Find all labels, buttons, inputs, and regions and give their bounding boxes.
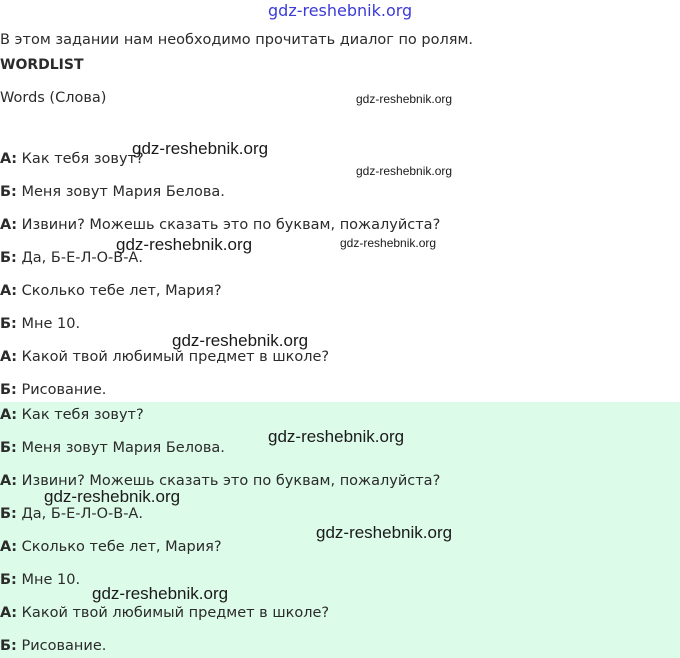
watermark: gdz-reshebnik.org bbox=[356, 164, 453, 178]
speaker-label: А: bbox=[0, 217, 18, 233]
speaker-label: А: bbox=[0, 407, 18, 423]
dialogue-line bbox=[0, 406, 144, 424]
speaker-label: А: bbox=[0, 473, 18, 489]
dialogue-line bbox=[0, 571, 80, 589]
dialogue-text: Мне 10. bbox=[16, 572, 81, 588]
speaker-label: Б: bbox=[0, 382, 17, 398]
dialogue-text: Извини? Можешь сказать это по буквам, пожалуйста? bbox=[17, 217, 441, 233]
dialogue-text: Да, Б-Е-Л-О-В-А. bbox=[16, 250, 143, 266]
dialogue-line bbox=[0, 505, 143, 523]
dialogue-text: Рисование. bbox=[16, 638, 107, 654]
watermark: gdz-reshebnik.org bbox=[340, 236, 437, 250]
speaker-label: Б: bbox=[0, 440, 17, 456]
speaker-label: А: bbox=[0, 151, 18, 167]
top-watermark: gdz-reshebnik.org bbox=[268, 1, 413, 20]
speaker-label: Б: bbox=[0, 316, 17, 332]
dialogue-text: Сколько тебе лет, Мария? bbox=[17, 283, 222, 299]
speaker-label: А: bbox=[0, 539, 18, 555]
dialogue-line bbox=[0, 538, 222, 556]
dialogue-text: Извини? Можешь сказать это по буквам, пожалуйста? bbox=[17, 473, 441, 489]
speaker-label: Б: bbox=[0, 250, 17, 266]
dialogue-line bbox=[0, 183, 225, 201]
dialogue-line bbox=[0, 439, 225, 457]
dialogue-line bbox=[0, 381, 106, 399]
wordlist-heading: WORDLIST bbox=[0, 57, 84, 73]
dialogue-line bbox=[0, 604, 329, 622]
dialogue-text: Мне 10. bbox=[16, 316, 81, 332]
dialogue-line bbox=[0, 637, 106, 655]
dialogue-text: Какой твой любимый предмет в школе? bbox=[17, 605, 330, 621]
watermark: gdz-reshebnik.org bbox=[268, 427, 405, 446]
intro-text: В этом задании нам необходимо прочитать диалог по ролям. bbox=[0, 32, 474, 48]
dialogue-line bbox=[0, 216, 440, 234]
speaker-label: Б: bbox=[0, 184, 17, 200]
watermark: gdz-reshebnik.org bbox=[316, 523, 453, 542]
speaker-label: Б: bbox=[0, 572, 17, 588]
dialogue-text: Да, Б-Е-Л-О-В-А. bbox=[16, 506, 143, 522]
dialogue-line bbox=[0, 282, 222, 300]
dialogue-line bbox=[0, 150, 144, 168]
dialogue-text: Сколько тебе лет, Мария? bbox=[17, 539, 222, 555]
watermark: gdz-reshebnik.org bbox=[356, 92, 453, 106]
watermark: gdz-reshebnik.org bbox=[172, 331, 309, 350]
dialogue-text: Какой твой любимый предмет в школе? bbox=[17, 349, 330, 365]
watermark: gdz-reshebnik.org bbox=[92, 584, 229, 603]
words-label: Words (Слова) bbox=[0, 90, 107, 106]
dialogue-text: Как тебя зовут? bbox=[17, 407, 144, 423]
dialogue-text: Рисование. bbox=[16, 382, 107, 398]
speaker-label: А: bbox=[0, 283, 18, 299]
watermark: gdz-reshebnik.org bbox=[132, 139, 269, 158]
speaker-label: А: bbox=[0, 605, 18, 621]
watermark: gdz-reshebnik.org bbox=[116, 235, 253, 254]
speaker-label: А: bbox=[0, 349, 18, 365]
dialogue-text: Меня зовут Мария Белова. bbox=[16, 440, 225, 456]
dialogue-text: Меня зовут Мария Белова. bbox=[16, 184, 225, 200]
watermark: gdz-reshebnik.org bbox=[44, 487, 181, 506]
speaker-label: Б: bbox=[0, 638, 17, 654]
dialogue-text: Как тебя зовут? bbox=[17, 151, 144, 167]
speaker-label: Б: bbox=[0, 506, 17, 522]
dialogue-line bbox=[0, 315, 80, 333]
